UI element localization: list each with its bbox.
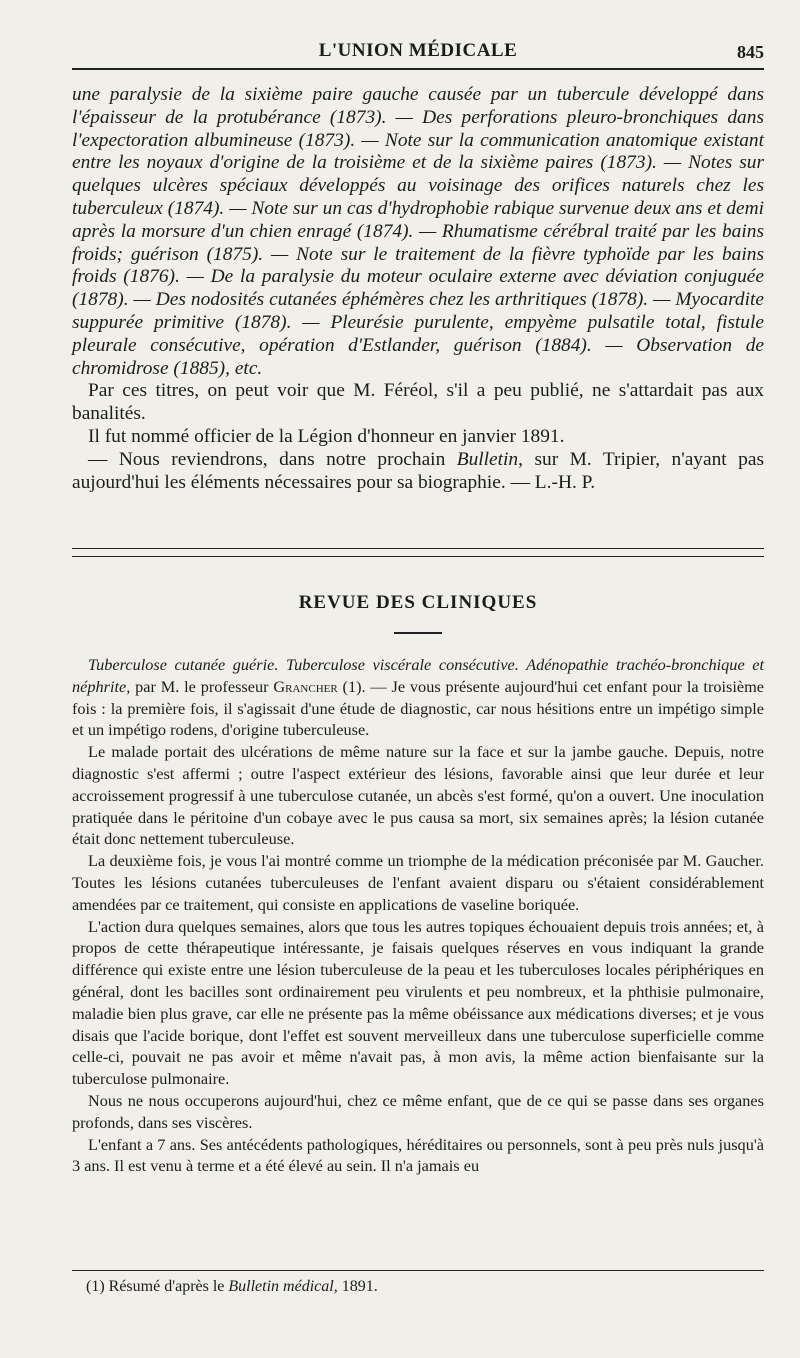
footnote (86, 1278, 764, 1296)
clinical-review (72, 654, 764, 1177)
paragraph-boric-acid: L'action dura quelques semaines, alors que tous les autres topiques échouaient depuis trois années; et, à propos de cette thérapeutique intéressante, je faisais quelques réserves en vous indiquant la grande différence qui existe entre une lésion tuberculeuse de la peau et les tuberculoses locales périphériques en général, dont les bacilles sont ordinairement peu virulents et peu nombreux, et la phthisie pulmonaire, maladie bien plus grave, car elle ne présente pas la même obéissance aux médications diverses; et je vous disais que l'acide borique, dont l'effet est souvent merveilleux dans une tuberculose superficielle comme celle-ci, pouvait ne pas avoir et même n'avait pas, à mon avis, la même action bienfaisante sur la tuberculose pulmonaire. (72, 916, 764, 1089)
page-number: 845 (737, 42, 764, 62)
closing-paragraph-1: Par ces titres, on peut voir que M. Féréol, s'il a peu publié, ne s'attardait pas aux banalités. (72, 380, 764, 425)
bulletin-italic: Bulletin (456, 448, 519, 470)
paragraph-antecedents: L'enfant a 7 ans. Ses antécédents pathologiques, héréditaires ou personnels, sont à peu près nuls jusqu'à 3 ans. Il est venu à terme et a été élevé au sein. Il n'a jamais eu (72, 1134, 764, 1176)
footnote-source: Bulletin médical (228, 1278, 334, 1295)
closing-paragraph-2: Il fut nommé officier de la Légion d'honneur en janvier 1891. (88, 425, 565, 447)
section-divider-top (72, 548, 764, 549)
footnote-year: , 1891. (333, 1278, 378, 1295)
paragraph-treatment: La deuxième fois, je vous l'ai montré comme un triomphe de la médication préconisée par M. Gaucher. Toutes les lésions cutanées tuberculeuses de l'enfant avaient disparu ou s'étaient considérablement amendées par ce traitement, qui consiste en applications de vaseline boriquée. (72, 851, 764, 914)
closing-paragraph-3-end: , sur M. Tripier, n'ayant pas aujourd'hui les éléments nécessaires pour sa biographie. — L.-H. P. (72, 448, 764, 493)
header-rule (72, 68, 764, 70)
section-heading: REVUE DES CLINIQUES (298, 592, 538, 613)
lead-paragraph (72, 654, 764, 741)
publication-titles-list: une paralysie de la sixième paire gauche causée par un tubercule développé dans l'épaisseur de la protubérance (1873). — Des perforations pleuro-bronchiques dans l'expectoration albumineuse (1873). — Note sur la communication anatomique existant entre les noyaux d'origine de la troisième et de la sixième paires (1873). — Notes sur quelques ulcères spéciaux développés au voisinage des orifices naturels chez les tuberculeux (1874). — Note sur un cas d'hydrophobie rabique survenue deux ans et demi après la morsure d'un chien enragé (1874). — Rhumatisme cérébral traité par les bains froids; guérison (1875). — Note sur le traitement de la fièvre typhoïde par les bains froids (1876). — De la paralysie du moteur oculaire externe avec déviation conjuguée (1878). — Des nodosités cutanées éphémères chez les arthritiques (1878). — Myocardite suppurée primitive (1878). — Pleurésie purulente, empyème pulsatile total, fistule pleurale consécutive, opération d'Estlander, guérison (1884). — Observation de chromidrose (1885), etc. (72, 84, 764, 379)
lecture-title: Tuberculose cutanée guérie. Tuberculose viscérale consécutive. Adénopathie trachéo-bronchique et néphrite, (72, 655, 764, 696)
running-head (72, 40, 764, 70)
section-divider-bottom (72, 556, 764, 557)
closing-paragraph-3 (72, 449, 764, 495)
heading-underline (394, 632, 442, 634)
paragraph-diagnosis: Le malade portait des ulcérations de même nature sur la face et sur la jambe gauche. Depuis, notre diagnostic s'est affermi ; outre l'aspect extérieur des lésions, favorable ainsi que leur durée et leur accroissement progressif à une tuberculose cutanée, un abcès s'est formé, qu'on a ouvert. Une inoculation pratiquée dans le péritoine d'un cobaye avec le pus causa sa mort, six semaines après; la lésion cutanée était donc nettement tuberculeuse. (72, 742, 764, 849)
footnote-rule (72, 1270, 764, 1271)
lead-prefix: par M. le professeur (130, 676, 274, 696)
obituary-continuation (72, 84, 764, 494)
footnote-text: (1) Résumé d'après le (86, 1278, 229, 1295)
closing-paragraph-3-start: — Nous reviendrons, dans notre prochain (88, 448, 457, 470)
author-name: Grancher (273, 676, 338, 696)
running-title: L'UNION MÉDICALE (318, 40, 518, 61)
paragraph-viscera: Nous ne nous occuperons aujourd'hui, chez ce même enfant, que de ce qui se passe dans ses organes profonds, dans ses viscères. (72, 1090, 764, 1132)
lead-body: (1). — Je vous présente aujourd'hui cet enfant pour la troisième fois : la première fois, il s'agissait d'une étude de diagnostic, car nous hésitions entre un impétigo simple et un impétigo rodens, d'origine tuberculeuse. (72, 676, 765, 740)
